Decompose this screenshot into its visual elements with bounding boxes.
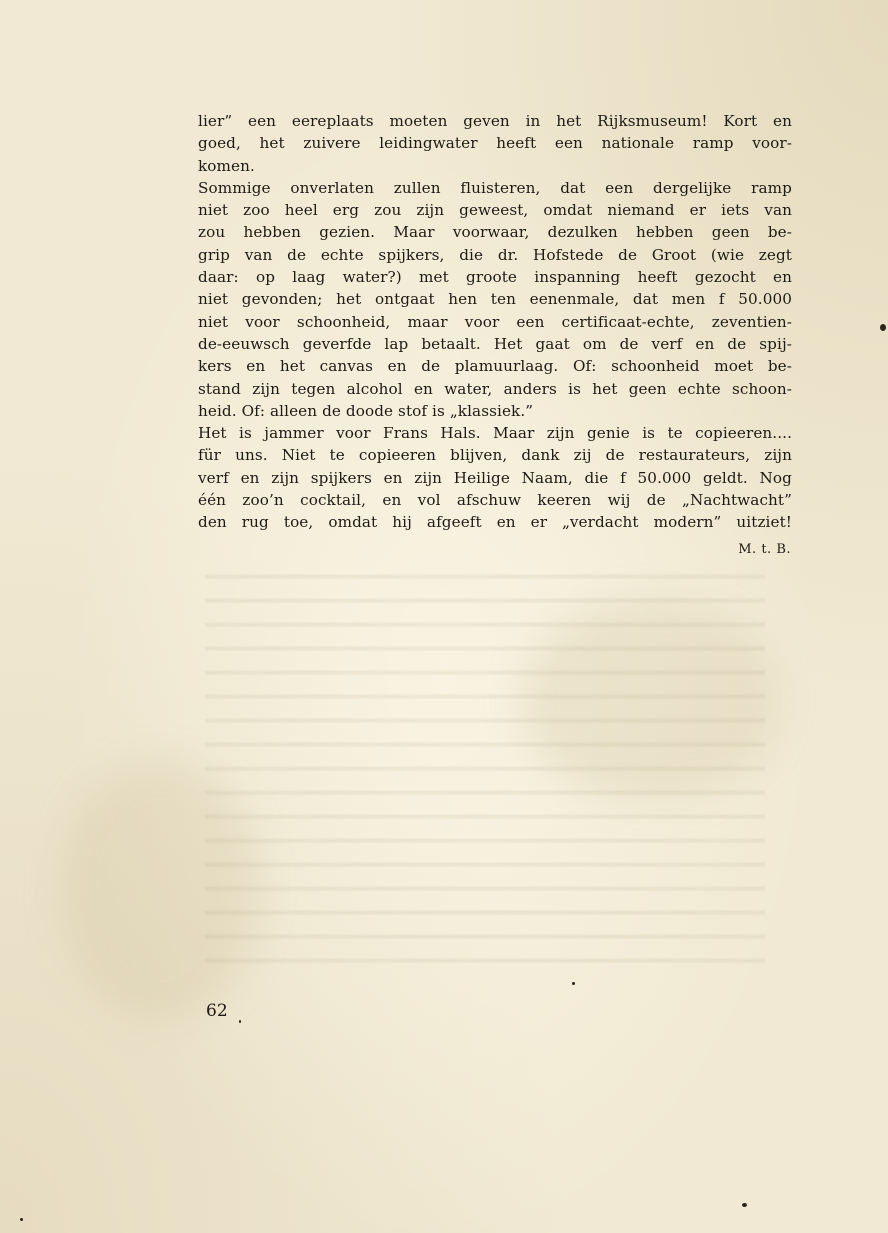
paragraph-1 <box>198 110 792 177</box>
text-line: de-eeuwsch geverfde lap betaalt. Het gaat om de verf en de spij- <box>198 334 792 353</box>
ink-speck <box>239 1020 241 1023</box>
page-number: 62 <box>206 1001 228 1021</box>
ink-speck <box>572 982 575 985</box>
text-line: für uns. Niet te copieeren blijven, dank zij de restaurateurs, zijn <box>198 446 792 465</box>
text-line: Het is jammer voor Frans Hals. Maar zijn genie is te copieeren.... <box>198 424 792 443</box>
paragraph-3 <box>198 422 792 533</box>
text-line: grip van de echte spijkers, die dr. Hofstede de Groot (wie zegt <box>198 245 792 264</box>
text-line: stand zijn tegen alcohol en water, anders is het geen echte schoon- <box>198 379 792 398</box>
text-line: niet zoo heel erg zou zijn geweest, omdat niemand er iets van <box>198 201 792 220</box>
bleed-through-text <box>205 560 765 980</box>
text-line: één zoo’n cocktail, en vol afschuw keeren wij de „Nachtwacht” <box>198 491 792 510</box>
text-line: niet gevonden; het ontgaat hen ten eenenmale, dat men f 50.000 <box>198 290 792 309</box>
body-text <box>198 110 792 534</box>
ink-speck <box>880 324 886 331</box>
text-line: kers en het canvas en de plamuurlaag. Of: schoonheid moet be- <box>198 357 792 376</box>
text-line: heid. Of: alleen de doode stof is „klassiek.” <box>198 401 534 420</box>
text-line: zou hebben gezien. Maar voorwaar, dezulken hebben geen be- <box>198 223 792 242</box>
text-line: daar: op laag water?) met groote inspanning heeft gezocht en <box>198 268 792 287</box>
text-line: komen. <box>198 156 255 175</box>
text-line: Sommige onverlaten zullen fluisteren, dat een dergelijke ramp <box>198 178 792 197</box>
ink-speck <box>742 1203 747 1207</box>
ink-speck <box>20 1218 23 1221</box>
author-signature: M. t. B. <box>738 542 791 557</box>
text-line: niet voor schoonheid, maar voor een certificaat-echte, zeventien- <box>198 312 792 331</box>
text-line: verf en zijn spijkers en zijn Heilige Naam, die f 50.000 geldt. Nog <box>198 468 792 487</box>
text-line: goed, het zuivere leidingwater heeft een nationale ramp voor- <box>198 134 792 153</box>
text-line: den rug toe, omdat hij afgeeft en er „verdacht modern” uitziet! <box>198 513 792 532</box>
text-line: lier” een eereplaats moeten geven in het Rijksmuseum! Kort en <box>198 112 792 130</box>
paragraph-2 <box>198 177 792 422</box>
